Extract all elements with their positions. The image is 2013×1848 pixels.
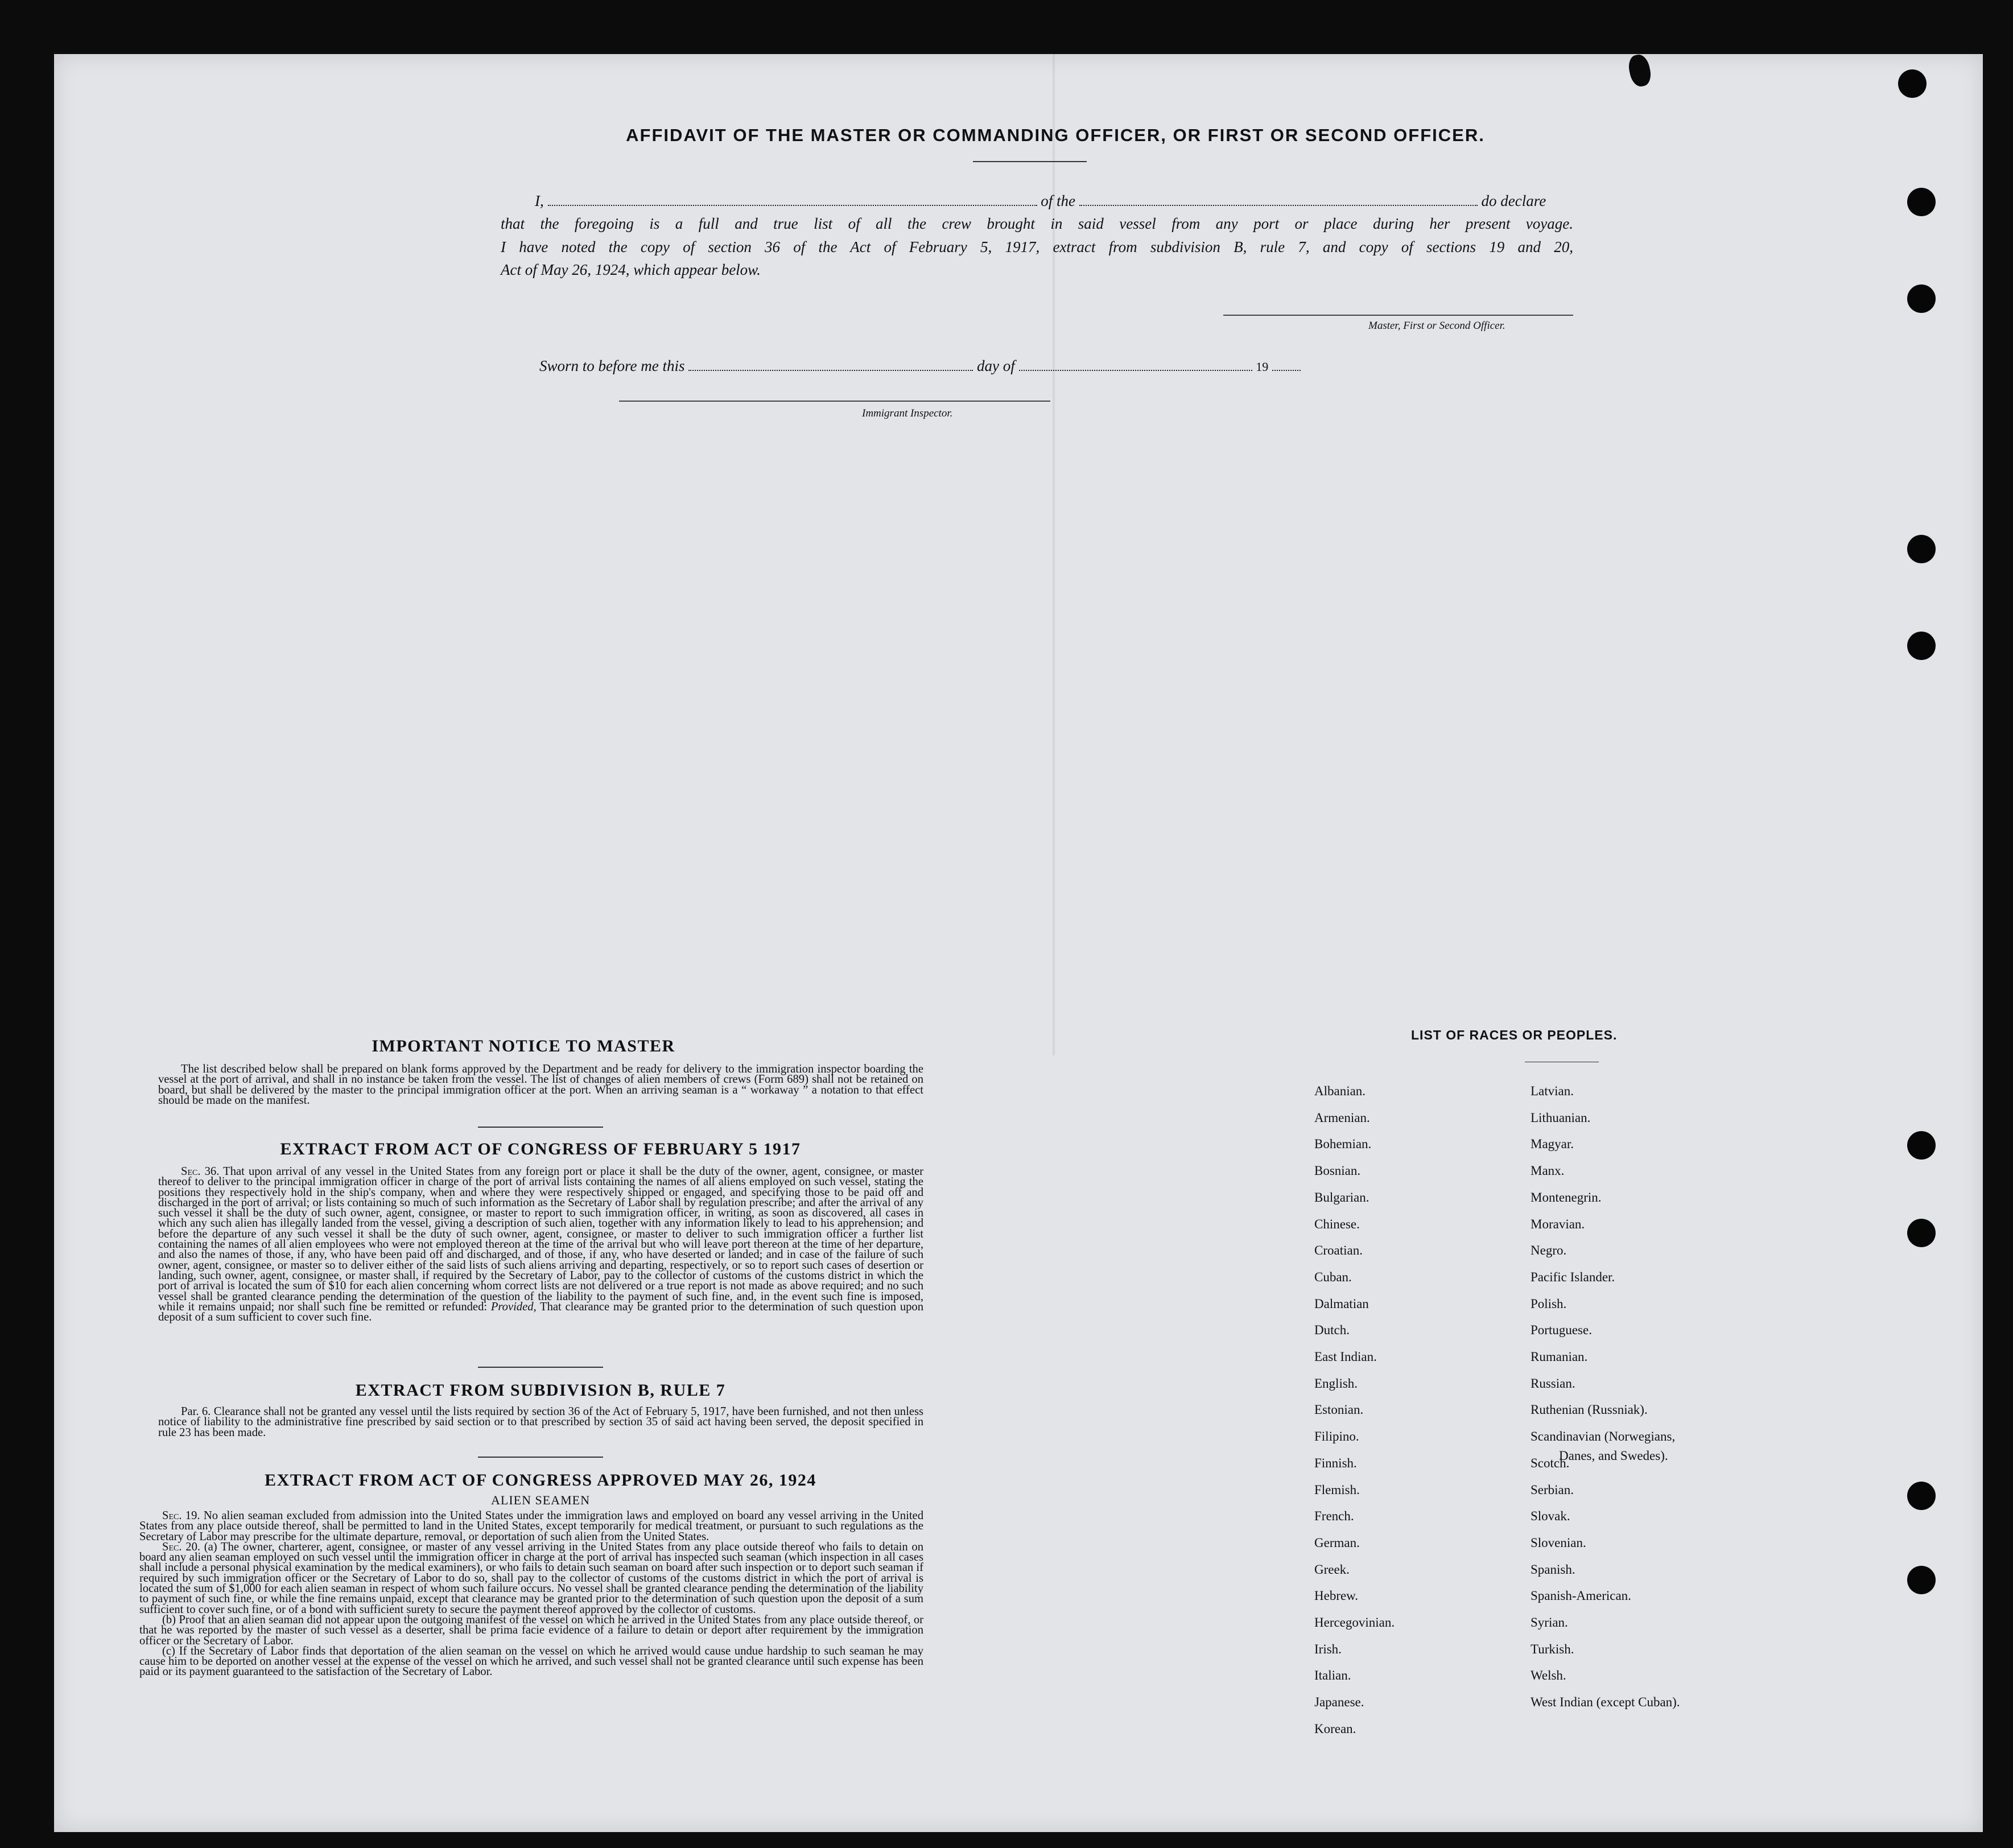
affidavit-title: AFFIDAVIT OF THE MASTER OR COMMANDING OFFICER, OR FIRST OR SECOND OFFICER. [626, 125, 1485, 145]
year-prefix: 19 [1256, 360, 1269, 374]
punch-hole [1898, 69, 1927, 98]
race-item: German. [1314, 1535, 1360, 1550]
i-label: I, [535, 192, 544, 209]
race-item: Japanese. [1314, 1695, 1364, 1710]
race-item: East Indian. [1314, 1350, 1377, 1364]
race-item: Manx. [1531, 1164, 1565, 1178]
punch-hole [1907, 535, 1936, 563]
sec-36-label: Sec. 36. [181, 1165, 220, 1178]
race-item: Latvian. [1531, 1084, 1574, 1098]
race-item: Turkish. [1531, 1641, 1574, 1656]
race-item: French. [1314, 1509, 1354, 1524]
race-item: Bosnian. [1314, 1164, 1361, 1178]
do-declare-label: do declare [1481, 192, 1546, 209]
alien-seamen-subtitle: ALIEN SEAMEN [491, 1493, 590, 1507]
title-underline [973, 161, 1087, 162]
race-item: Korean. [1314, 1721, 1356, 1736]
year-field[interactable] [1272, 361, 1301, 371]
race-item: Chinese. [1314, 1216, 1360, 1231]
master-signature-line[interactable] [1223, 315, 1573, 316]
provided-text: That clearance may be granted prior to the determination of such question upon deposit of a sum sufficient to cover such fine. [158, 1300, 924, 1324]
race-item: Estonian. [1314, 1402, 1364, 1417]
sec-20b-paragraph: (b) Proof that an alien seaman did not appear upon the outgoing manifest of the vessel on which he arrived in the United States from any place outside thereof, or that he was reported by the master of such vessel as a deserter, shall be prima facie evidence of a failure to detain or deport after requirement by the immigration officer or the Secretary of Labor. [139, 1613, 923, 1647]
race-item: Welsh. [1531, 1668, 1566, 1683]
notice-title: IMPORTANT NOTICE TO MASTER [372, 1037, 675, 1055]
declaration-line-3: I have noted the copy of section 36 of the Act of February 5, 1917, extract from subdivision B, rule 7, and copy of sections 19 and 20, [501, 238, 1573, 255]
race-item: West Indian (except Cuban). [1531, 1695, 1680, 1710]
sec-36-text: That upon arrival of any vessel in the United States from any foreign port or place it shall be the duty of the owner, agent, consignee, or master thereof to deliver to the principal immigration officer in charge of the port of arrival lists containing the names of all aliens employed on such vessel, stating the positions they respectively hold in the ship's company, when and where they were respectively shipped or engaged, and specifying those to be paid off and discharged in the port of arrival; or lists containing so much of such information as the Secretary of Labor shall by regulation prescribe; and after the arrival of any such vessel it shall be the duty of such owner, agent, consignee, or master to report to such immigration officer, in writing, as soon as discovered, all cases in which any such alien has illegally landed from the vessel, giving a description of such alien, together with any information likely to lead to his apprehension; and before the departure of any such vessel it shall be the duty of such owner, agent, consignee, or master to deliver to such immigration officer a further list containing the names of all alien employees who were not employed thereon at the time of the arrival but who will leave port thereon at the time of her departure, and also the names of those, if any, who have been paid off and discharged, and of those, if any, who have deserted or landed; and in case of the failure of such owner, agent, consignee, or master so to deliver either of the said lists of such aliens arriving and departing, respectively, or so to report such cases of desertion or landing, such owner, agent, consignee, or master shall, if required by the Secretary of Labor, pay to the collector of customs of the customs district in which the port of arrival is located the sum of $10 for each alien concerning whom correct lists are not delivered or a true report is not made as above required; and no such vessel shall be granted clearance pending the determination of the question of the liability to the payment of such fine, and, in the event such fine is imposed, while it remains unpaid; nor shall such fine be remitted or refunded: [158, 1165, 923, 1313]
race-item: Magyar. [1531, 1137, 1574, 1152]
race-item: Slovak. [1531, 1509, 1570, 1524]
punch-hole [1907, 284, 1936, 313]
race-item: Negro. [1531, 1243, 1567, 1258]
race-item: Flemish. [1314, 1482, 1360, 1497]
inspector-label: Immigrant Inspector. [862, 407, 953, 419]
race-item: Italian. [1314, 1668, 1351, 1683]
race-item: Filipino. [1314, 1429, 1359, 1444]
day-of-label: day of [977, 357, 1015, 374]
sec-36-paragraph [158, 1166, 923, 1322]
race-item: Spanish. [1531, 1562, 1575, 1577]
extract-1917-title: EXTRACT FROM ACT OF CONGRESS OF FEBRUARY 5 1917 [280, 1140, 801, 1158]
divider [478, 1457, 603, 1458]
declaration-line-4: Act of May 26, 1924, which appear below. [501, 261, 761, 278]
sec-20c-paragraph: (c) If the Secretary of Labor finds that deportation of the alien seaman on the vessel on which he arrived would cause undue hardship to such seaman he may cause him to be deported on another vessel at the expense of the vessel on which he arrived, and such vessel shall not be granted clearance until such expense has been paid or its payment guaranteed to the satisfaction of the Secretary of Labor. [139, 1644, 923, 1678]
race-item: Portuguese. [1531, 1323, 1592, 1338]
race-item: Bulgarian. [1314, 1190, 1370, 1204]
declaration-line-2: that the foregoing is a full and true list of all the crew brought in said vessel from any port or place during her present voyage. [501, 215, 1573, 232]
race-item: Hebrew. [1314, 1589, 1359, 1603]
sworn-day-field[interactable] [688, 361, 973, 371]
race-item: Spanish-American. [1531, 1589, 1631, 1603]
notice-text [158, 1064, 923, 1106]
race-item: Irish. [1314, 1641, 1342, 1656]
races-title: LIST OF RACES OR PEOPLES. [1411, 1028, 1618, 1042]
extract-1924-title: EXTRACT FROM ACT OF CONGRESS APPROVED MAY 26, 1924 [265, 1471, 816, 1490]
race-item: Rumanian. [1531, 1350, 1588, 1364]
race-item: Dalmatian [1314, 1296, 1369, 1311]
race-item: Scotch. [1531, 1455, 1570, 1470]
race-item: Montenegrin. [1531, 1190, 1602, 1204]
declaration-line-1 [535, 192, 1573, 210]
race-item: Finnish. [1314, 1455, 1357, 1470]
punch-hole [1907, 1566, 1936, 1594]
race-item: Cuban. [1314, 1269, 1352, 1284]
provided-label: Provided, [490, 1300, 537, 1313]
sec-19-label: Sec. 19. [162, 1509, 200, 1522]
punch-hole [1907, 1219, 1936, 1247]
inspector-signature-line[interactable] [619, 401, 1050, 402]
race-item: Danes, and Swedes). [1559, 1448, 1668, 1463]
sec-19-text: No alien seaman excluded from admission into the United States under the immigration laws and employed on board any vessel arriving in the United States from any place outside thereof, shall be permitted to land in the United States, except temporarily for medical treatment, or pursuant to such regulations as the Secretary of Labor may prescribe for the ultimate departure, removal, or deportation of such alien from the United States. [139, 1509, 923, 1543]
sworn-label: Sworn to before me this [539, 357, 685, 374]
race-item: Pacific Islander. [1531, 1269, 1615, 1284]
extract-1917-text [158, 1166, 923, 1322]
divider [478, 1367, 603, 1368]
race-item: Armenian. [1314, 1110, 1370, 1125]
notice-paragraph: The list described below shall be prepared on blank forms approved by the Department and be ready for delivery to the immigration inspector boarding the vessel at the port of arrival, and shall in no instance be taken from the vessel. The list of changes of alien members of crews (Form 689) shall not be retained on board, but shall be delivered by the master to the principal immigration officer at the port. When an arriving seaman is a “ workaway ” a notation to that effect should be made on the manifest. [158, 1063, 923, 1107]
punch-hole [1907, 1482, 1936, 1510]
of-the-label: of the [1041, 192, 1075, 209]
sec-20a-paragraph [139, 1542, 923, 1615]
race-item: Scandinavian (Norwegians, [1531, 1429, 1676, 1444]
race-item: English. [1314, 1376, 1358, 1391]
sec-20-label: Sec. 20. [162, 1540, 201, 1553]
race-item: Albanian. [1314, 1084, 1366, 1098]
vessel-field[interactable] [1079, 196, 1478, 206]
race-item: Croatian. [1314, 1243, 1363, 1258]
extract-1924-text [139, 1511, 923, 1677]
master-signature-label: Master, First or Second Officer. [1368, 320, 1505, 332]
sec-19-paragraph [139, 1511, 923, 1542]
race-item: Bohemian. [1314, 1137, 1372, 1152]
race-item: Slovenian. [1531, 1535, 1586, 1550]
race-item: Greek. [1314, 1562, 1350, 1577]
race-item: Dutch. [1314, 1323, 1350, 1338]
punch-hole [1907, 188, 1936, 216]
sworn-line [539, 357, 1301, 375]
punch-hole [1907, 632, 1936, 660]
name-field[interactable] [548, 196, 1037, 206]
race-item: Syrian. [1531, 1615, 1568, 1630]
divider [478, 1127, 603, 1128]
par-6-paragraph: Par. 6. Clearance shall not be granted any vessel until the lists required by section 36 of the Act of February 5, 1917, have been furnished, and not then unless notice of liability to the administrative fine prescribed by said section or to that prescribed by section 35 of said act having been served, the deposit specified in rule 23 has been made. [158, 1405, 923, 1439]
race-item: Hercegovinian. [1314, 1615, 1395, 1630]
race-item: Moravian. [1531, 1216, 1585, 1231]
extract-rule7-text [158, 1406, 923, 1438]
sec-20a-text: (a) The owner, charterer, agent, consignee, or master of any vessel arriving in the United States from any place outside thereof who fails to detain on board any alien seaman employed on such vessel until the immigration officer in charge at the port of arrival has inspected such seaman (which inspection in all cases shall include a personal physical examination by the medical examiners), or who fails to detain such seaman on board after such inspection or to deport such seaman if required by such immigration officer or the Secretary of Labor to do so, shall pay to the collector of customs of the customs district in which the port of arrival is located the sum of $1,000 for each alien seaman in respect of whom such failure occurs. No vessel shall be granted clearance pending the determination of the liability to payment of such fine, or while the fine remains unpaid, except that clearance may be granted prior to the determination of such question upon the deposit of a sum sufficient to cover such fine, or of a bond with sufficient surety to secure the payment thereof approved by the collector of customs. [139, 1540, 923, 1616]
sworn-month-field[interactable] [1019, 361, 1252, 371]
extract-rule7-title: EXTRACT FROM SUBDIVISION B, RULE 7 [355, 1381, 726, 1400]
punch-hole [1907, 1131, 1936, 1160]
race-item: Lithuanian. [1531, 1110, 1591, 1125]
race-item: Serbian. [1531, 1482, 1574, 1497]
race-item: Polish. [1531, 1296, 1567, 1311]
race-item: Ruthenian (Russniak). [1531, 1402, 1648, 1417]
race-item: Russian. [1531, 1376, 1575, 1391]
